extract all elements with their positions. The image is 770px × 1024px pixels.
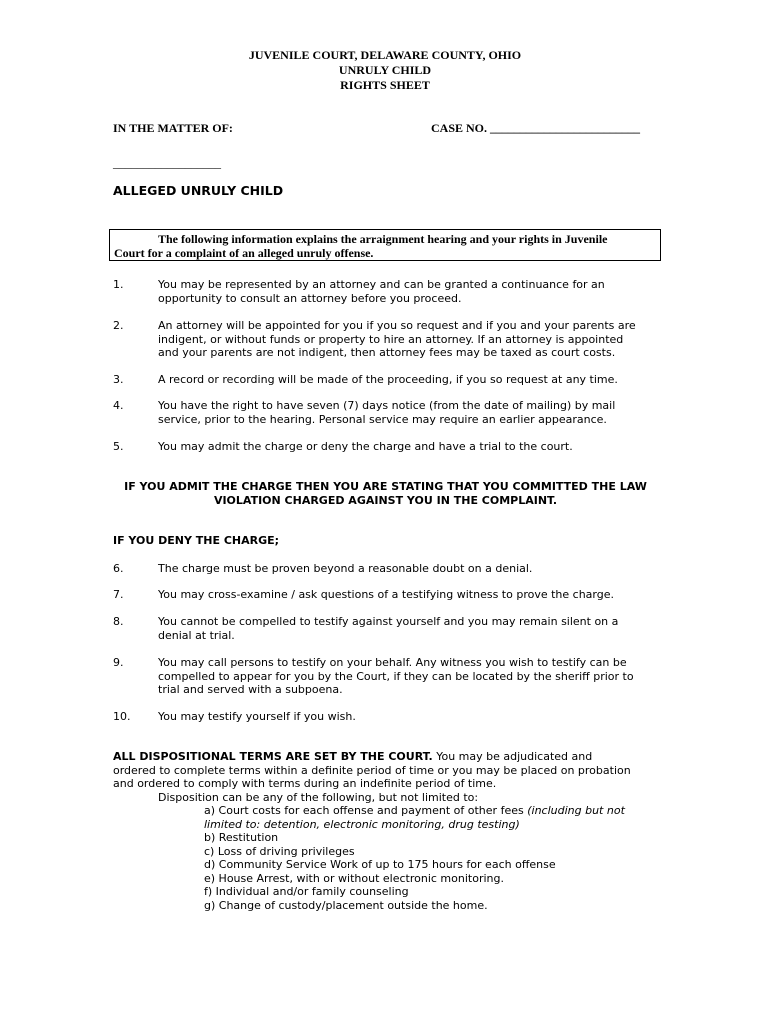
- disposition-line: and ordered to comply with terms during an indefinite period of time.: [113, 777, 497, 790]
- disposition-option-e: e) House Arrest, with or without electronic monitoring.: [204, 871, 504, 885]
- case-number-field: CASE NO. _________________________: [431, 121, 641, 135]
- disposition-option-a: [113, 804, 673, 818]
- disposition-option-a-italic: (including but not: [527, 804, 625, 817]
- document-header: [0, 48, 770, 93]
- intro-line-1: The following information explains the arraignment hearing and your rights in Juvenile: [158, 232, 608, 246]
- right-number: 8.: [113, 615, 124, 628]
- right-text-line: opportunity to consult an attorney before you proceed.: [158, 291, 462, 305]
- right-text-line: indigent, or without funds or property to hire an attorney. If an attorney is appointed: [158, 332, 624, 346]
- right-number: 10.: [113, 710, 131, 723]
- right-number: 4.: [113, 399, 124, 412]
- disposition-option-g: g) Change of custody/placement outside the home.: [204, 898, 488, 912]
- disposition-option-a-text: a) Court costs for each offense and payment of other fees: [204, 804, 528, 817]
- disposition-option-a-cont: [113, 818, 673, 832]
- right-number: 2.: [113, 319, 124, 332]
- alleged-unruly-child-label: ALLEGED UNRULY CHILD: [113, 183, 284, 198]
- admit-notice: [113, 480, 658, 508]
- right-text-line: You have the right to have seven (7) days notice (from the date of mailing) by mail: [158, 399, 616, 412]
- right-text-line: denial at trial.: [158, 628, 235, 642]
- disposition-option-d: d) Community Service Work of up to 175 hours for each offense: [204, 858, 556, 871]
- disposition-lead-rest: You may be adjudicated and: [432, 750, 593, 763]
- right-text-line: and your parents are not indigent, then attorney fees may be taxed as court costs.: [158, 346, 616, 359]
- right-text-line: An attorney will be appointed for you if you so request and if you and your parents are: [158, 319, 636, 332]
- document-type: UNRULY CHILD: [338, 63, 432, 77]
- disposition-option-b: b) Restitution: [204, 831, 279, 844]
- right-number: 7.: [113, 588, 124, 601]
- right-text-line: You may be represented by an attorney and can be granted a continuance for an: [158, 278, 605, 291]
- intro-box: [109, 229, 661, 261]
- disposition-option-f: f) Individual and/or family counseling: [204, 885, 409, 898]
- right-text-line: You may call persons to testify on your behalf. Any witness you wish to testify can be: [158, 656, 627, 669]
- right-text-line: A record or recording will be made of the proceeding, if you so request at any time.: [158, 373, 618, 386]
- right-text-line: compelled to appear for you by the Court, if they can be located by the sheriff prior to: [158, 669, 634, 683]
- court-name: JUVENILE COURT, DELAWARE COUNTY, OHIO: [248, 48, 522, 62]
- right-text-line: You may cross-examine / ask questions of a testifying witness to prove the charge.: [158, 588, 615, 601]
- right-number: 3.: [113, 373, 124, 386]
- right-number: 5.: [113, 440, 124, 453]
- right-text-line: The charge must be proven beyond a reasonable doubt on a denial.: [158, 562, 533, 575]
- document-title: RIGHTS SHEET: [340, 78, 430, 92]
- deny-heading: IF YOU DENY THE CHARGE;: [113, 534, 280, 547]
- admit-notice-line-1: IF YOU ADMIT THE CHARGE THEN YOU ARE STATING THAT YOU COMMITTED THE LAW: [124, 480, 647, 493]
- right-number: 1.: [113, 278, 124, 291]
- disposition-option-a-italic-cont: limited to: detention, electronic monitoring, drug testing): [204, 817, 520, 831]
- disposition-bold-lead: ALL DISPOSITIONAL TERMS ARE SET BY THE COURT.: [113, 750, 433, 763]
- disposition-options-intro: Disposition can be any of the following, but not limited to:: [158, 790, 479, 804]
- disposition-line: ordered to complete terms within a definite period of time or you may be placed on probation: [113, 763, 631, 777]
- right-text-line: You may testify yourself if you wish.: [158, 710, 356, 723]
- disposition-option-c: c) Loss of driving privileges: [204, 844, 355, 858]
- disposition-section: [113, 750, 673, 912]
- right-text-line: trial and served with a subpoena.: [158, 683, 343, 696]
- right-text-line: You may admit the charge or deny the charge and have a trial to the court.: [158, 440, 573, 453]
- right-text-line: You cannot be compelled to testify against yourself and you may remain silent on a: [158, 615, 619, 628]
- intro-line-2: Court for a complaint of an alleged unruly offense.: [114, 246, 374, 260]
- matter-label: IN THE MATTER OF:: [113, 121, 233, 135]
- disposition-lead: [113, 750, 673, 764]
- child-name-line: __________________: [113, 156, 221, 170]
- right-text-line: service, prior to the hearing. Personal service may require an earlier appearance.: [158, 412, 607, 426]
- right-number: 9.: [113, 656, 124, 669]
- admit-notice-line-2: VIOLATION CHARGED AGAINST YOU IN THE COMPLAINT.: [213, 494, 558, 507]
- right-number: 6.: [113, 562, 124, 575]
